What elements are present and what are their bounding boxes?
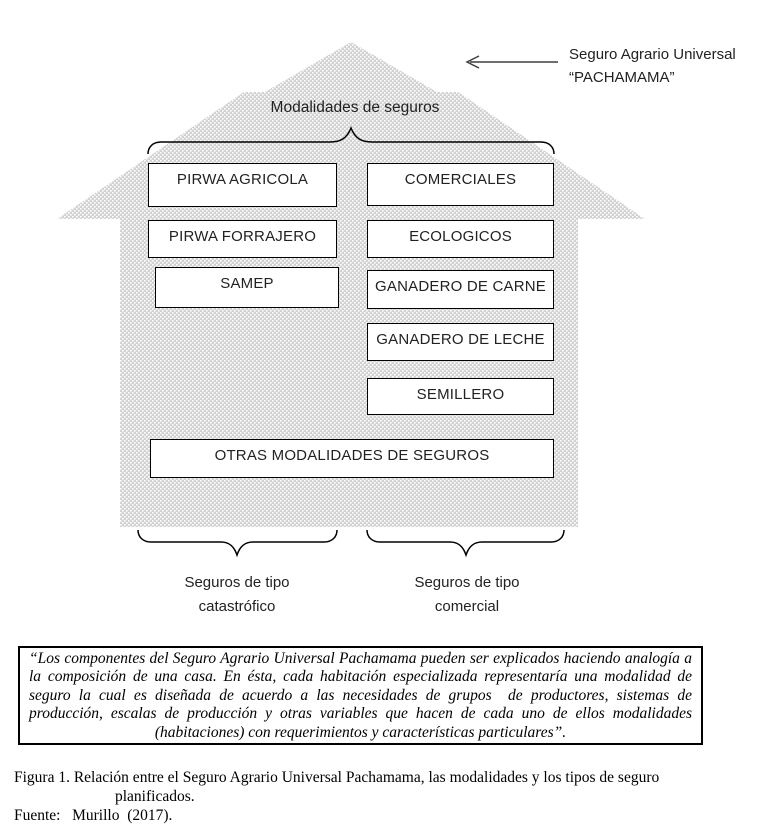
figure-caption-line2: planificados. — [115, 788, 195, 805]
annotation-line2: “PACHAMAMA” — [569, 69, 675, 86]
room-ecologicos: ECOLOGICOS — [367, 220, 554, 258]
group-label-catastrofico — [151, 571, 323, 619]
commercial-group-brace — [367, 530, 564, 555]
left-arrow-icon — [467, 56, 558, 68]
roof-label: Modalidades de seguros — [270, 99, 440, 116]
room-pirwa-agricola: PIRWA AGRICOLA — [148, 163, 337, 207]
room-ganadero-de-carne: GANADERO DE CARNE — [367, 270, 554, 309]
group-right-line2: comercial — [434, 598, 500, 615]
catastrophic-group-brace — [138, 530, 337, 555]
room-ganadero-de-leche: GANADERO DE LECHE — [367, 323, 554, 361]
group-left-line1: Seguros de tipo — [184, 574, 290, 591]
pachamama-annotation — [569, 43, 759, 89]
group-left-line2: catastrófico — [198, 598, 276, 615]
annotation-line1: Seguro Agrario Universal — [569, 46, 736, 63]
room-pirwa-forrajero: PIRWA FORRAJERO — [148, 220, 337, 258]
figure-caption-line1: Figura 1. Relación entre el Seguro Agrario Universal Pachamama, las modalidades y los tipos de seguro — [14, 769, 660, 786]
figure-caption-source: Fuente: Murillo (2017). — [14, 807, 173, 824]
group-right-line1: Seguros de tipo — [414, 574, 520, 591]
room-otras-modalidades: OTRAS MODALIDADES DE SEGUROS — [150, 439, 554, 478]
room-comerciales: COMERCIALES — [367, 163, 554, 206]
quote-box: “Los componentes del Seguro Agrario Universal Pachamama pueden ser explicados haciendo analogía a la composición de una casa. En ésta, cada habitación especializada representaría una modalidad de seguro la cual es diseñada de acuerdo a las necesidades de grupos de productores, sistemas de producción, escalas de producción y otras variables que hacen de cada uno de ellos modalidades (habitaciones) con requerimientos y características particulares”. — [18, 646, 703, 745]
room-semillero: SEMILLERO — [367, 378, 554, 415]
room-samep: SAMEP — [155, 267, 339, 308]
group-label-comercial — [381, 571, 553, 619]
